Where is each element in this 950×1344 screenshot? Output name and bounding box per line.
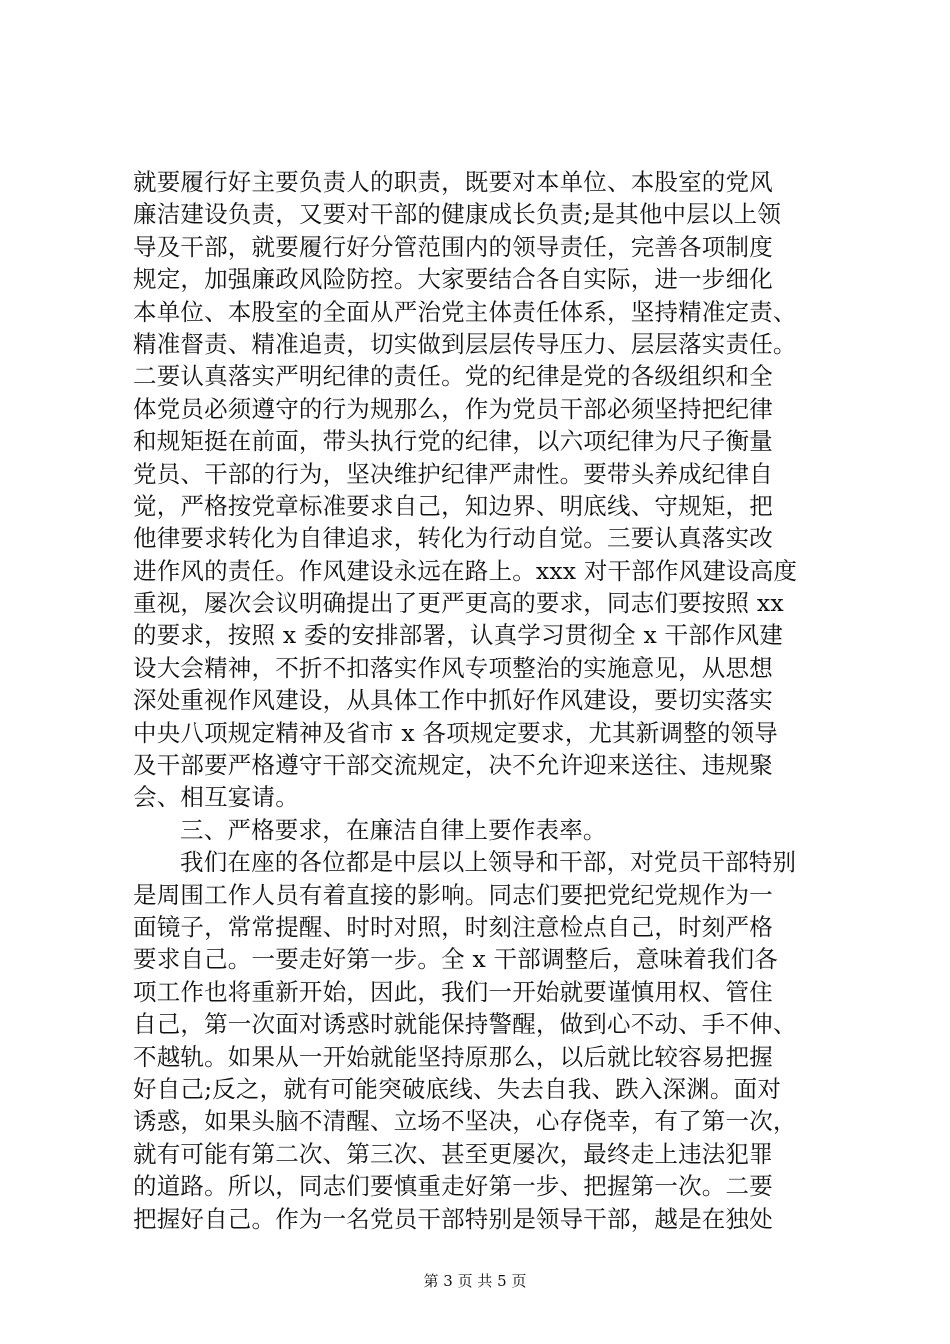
text-line: 会、相互宴请。 xyxy=(133,783,299,812)
text-line: 就要履行好主要负责人的职责，既要对本单位、本股室的党风 xyxy=(133,168,773,196)
text-line: 把握好自己。作为一名党员干部特别是领导干部，越是在独处 xyxy=(133,1204,773,1233)
text-line: 好自己;反之，就有可能突破底线、失去自我、跌入深渊。面对 xyxy=(133,1074,782,1103)
text-line: 他律要求转化为自律追求，转化为行动自觉。三要认真落实改 xyxy=(133,524,773,553)
text-line: 的要求，按照 x 委的安排部署，认真学习贯彻全 x 干部作风建 xyxy=(133,621,784,650)
text-line: 规定，加强廉政风险防控。大家要结合各自实际，进一步细化 xyxy=(133,265,773,294)
text-line: 不越轨。如果从一开始就能坚持原那么，以后就比较容易把握 xyxy=(133,1042,773,1071)
text-line: 精准督责、精准追责，切实做到层层传导压力、层层落实责任。 xyxy=(133,329,797,358)
text-line: 自己，第一次面对诱惑时就能保持警醒，做到心不动、手不伸、 xyxy=(133,1010,797,1039)
text-line: 二要认真落实严明纪律的责任。党的纪律是党的各级组织和全 xyxy=(133,362,773,391)
text-line: 和规矩挺在前面，带头执行党的纪律，以六项纪律为尺子衡量 xyxy=(133,427,773,456)
text-line: 就有可能有第二次、第三次、甚至更屡次，最终走上违法犯罪 xyxy=(133,1139,773,1168)
text-line: 廉洁建设负责，又要对干部的健康成长负责;是其他中层以上领 xyxy=(133,200,782,229)
text-line: 重视，屡次会议明确提出了更严更高的要求，同志们要按照 xx xyxy=(133,589,784,618)
text-line: 要求自己。一要走好第一步。全 x 干部调整后，意味着我们各 xyxy=(133,945,778,974)
text-line: 体党员必须遵守的行为规那么，作为党员干部必须坚持把纪律 xyxy=(133,394,773,423)
text-line: 诱惑，如果头脑不清醒、立场不坚决，心存侥幸，有了第一次， xyxy=(133,1107,797,1136)
text-line: 及干部要严格遵守干部交流规定，决不允许迎来送往、违规聚 xyxy=(133,751,773,780)
text-line: 我们在座的各位都是中层以上领导和干部，对党员干部特别 xyxy=(180,848,797,877)
text-line: 觉，严格按党章标准要求自己，知边界、明底线、守规矩，把 xyxy=(133,491,773,520)
text-line: 设大会精神，不折不扣落实作风专项整治的实施意见，从思想 xyxy=(133,653,773,682)
text-line: 进作风的责任。作风建设永远在路上。xxx 对干部作风建设高度 xyxy=(133,556,798,585)
text-line: 本单位、本股室的全面从严治党主体责任体系，坚持精准定责、 xyxy=(133,297,797,326)
page-footer: 第 3 页 共 5 页 xyxy=(423,1272,527,1290)
document-body xyxy=(133,166,823,1235)
text-line: 项工作也将重新开始，因此，我们一开始就要谨慎用权、管住 xyxy=(133,977,773,1006)
text-line: 是周围工作人员有着直接的影响。同志们要把党纪党规作为一 xyxy=(133,880,773,909)
text-line: 中央八项规定精神及省市 x 各项规定要求，尤其新调整的领导 xyxy=(133,718,778,747)
text-line: 深处重视作风建设，从具体工作中抓好作风建设，要切实落实 xyxy=(133,686,773,715)
text-line: 的道路。所以，同志们要慎重走好第一步、把握第一次。二要 xyxy=(133,1172,773,1201)
text-line: 党员、干部的行为，坚决维护纪律严肃性。要带头养成纪律自 xyxy=(133,459,773,488)
text-line: 面镜子，常常提醒、时时对照，时刻注意检点自己，时刻严格 xyxy=(133,912,773,941)
text-line: 导及干部，就要履行好分管范围内的领导责任，完善各项制度 xyxy=(133,232,773,261)
section-heading: 三、严格要求，在廉洁自律上要作表率。 xyxy=(180,815,607,844)
